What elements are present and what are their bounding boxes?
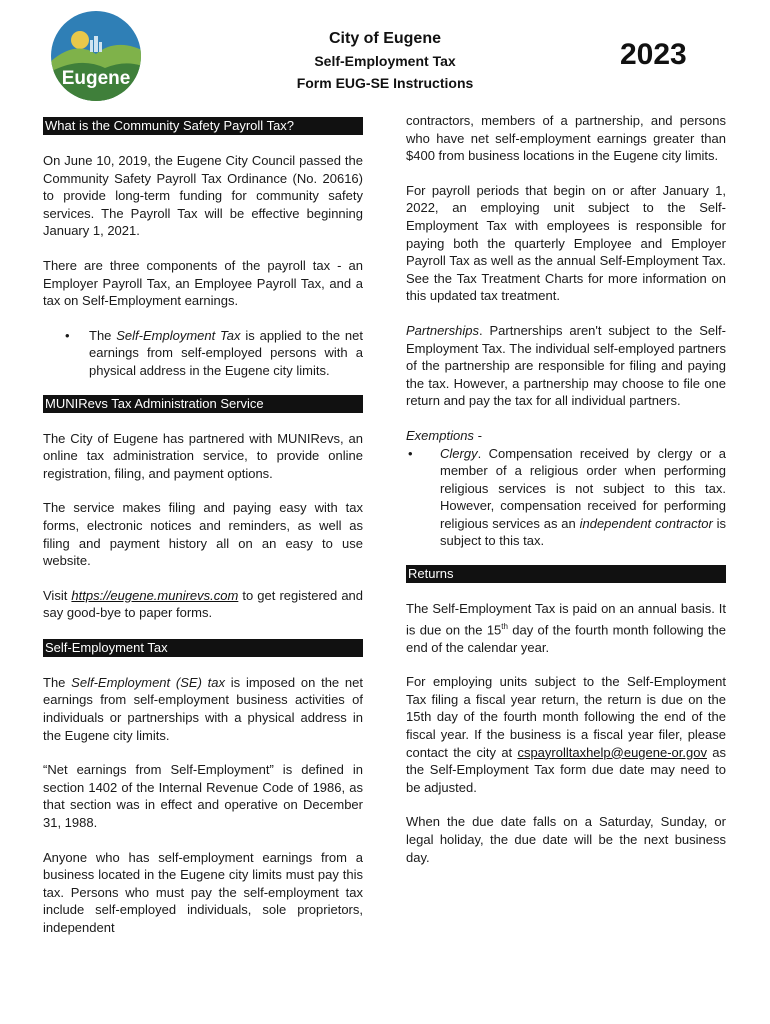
document-title [260,28,510,94]
paragraph-ordinance: On June 10, 2019, the Eugene City Council passed the Community Safety Payroll Tax Ordinance (No. 20616) to provide long-term funding for community safety services. The Payroll Tax will be effective beginning January 1, 2021. [43,153,363,239]
paragraph-partnerships: Partnerships. Partnerships aren't subject to the Self-Employment Tax. The individual self-employed partners of the partnership are responsible for filing and paying the tax. However, a partnership may choose to file one return and pay the tax for all individual partners. [406,322,726,409]
paragraph-contractors: contractors, members of a partnership, and persons who have net self-employment earnings greater than $400 from business locations in the Eugene city limits. [406,113,726,164]
title-tax: Self-Employment Tax [314,53,456,69]
year-label: 2023 [620,38,687,71]
paragraph-payroll-periods: For payroll periods that begin on or after January 1, 2022, an employing unit subject to the Self-Employment Tax with employees is responsible for paying both the quarterly Employee and Employer Payroll Tax as well as the annual Self-Employment Tax. See the Tax Treatment Charts for more information on this updated tax treatment. [406,182,726,304]
exemptions-label: Exemptions - [406,427,482,443]
paragraph-se-tax: The Self-Employment (SE) tax is imposed on the net earnings from self-employment business activities of individuals or partnerships with a physical address in the Eugene city limits. [43,674,363,743]
contact-email-link[interactable]: cspayrolltaxhelp@eugene-or.gov [517,744,707,760]
right-column [406,112,726,866]
left-column [43,117,363,937]
list-item-clergy: • Clergy. Compensation received by clergy or a member of a religious order when performing religious services is not subject to this tax. However, compensation received for performing religious services as an independent contractor is subject to this tax. [408,445,727,549]
paragraph-service: The service makes filing and paying easy with tax forms, electronic notices and reminders, as well as filing and payment history all on an easy to use website. [43,500,363,569]
paragraph-due-date-holiday: When the due date falls on a Saturday, Sunday, or legal holiday, the due date will be the next business day. [406,814,726,865]
title-city: City of Eugene [328,30,441,47]
paragraph-munirevs-partner: The City of Eugene has partnered with MUNIRevs, an online tax administration service, to provide online registration, filing, and payment options. [43,430,363,481]
eugene-logo [50,10,142,102]
title-form: Form EUG-SE Instructions [296,75,474,91]
bullet-icon: • [65,327,70,343]
section-header-returns: Returns [406,565,726,583]
paragraph-who-pays: Anyone who has self-employment earnings from a business located in the Eugene city limits must pay this tax. Persons who must pay the self-employment tax include self-employed individuals, sole proprietors, independent [43,849,363,935]
bullet-icon: • [408,445,413,461]
paragraph-fiscal-year: For employing units subject to the Self-Employment Tax filing a fiscal year return, the return is due on the 15th day of the fourth month following the end of the fiscal year. If the business is a fiscal year filer, please contact the city at cspayrolltaxhelp@eugene-or.gov as the Self-Employment Tax form due date may need to be adjusted. [406,674,726,795]
munirevs-link[interactable]: https://eugene.munirevs.com [71,587,239,603]
section-header-self-employment-tax: Self-Employment Tax [43,639,363,657]
paragraph-annual-basis: The Self-Employment Tax is paid on an annual basis. It is due on the 15th day of the fourth month following the end of the calendar year. [406,601,726,655]
section-header-community-safety: What is the Community Safety Payroll Tax? [43,117,363,135]
paragraph-net-earnings: “Net earnings from Self-Employment” is defined in section 1402 of the Internal Revenue Code of 1986, as that section was in effect and operative on December 31, 1988. [43,762,363,831]
logo-text: Eugene [61,68,131,89]
paragraph-components: There are three components of the payroll tax - an Employer Payroll Tax, an Employee Payroll Tax, and a tax on Self-Employment earnings. [43,257,363,309]
section-header-munirevs: MUNIRevs Tax Administration Service [43,395,363,413]
list-item-self-employment-tax: • The Self-Employment Tax is applied to the net earnings from self-employed persons with a physical address in the Eugene city limits. [43,327,363,380]
paragraph-visit: Visit https://eugene.munirevs.com to get registered and say good-bye to paper forms. [43,587,364,621]
